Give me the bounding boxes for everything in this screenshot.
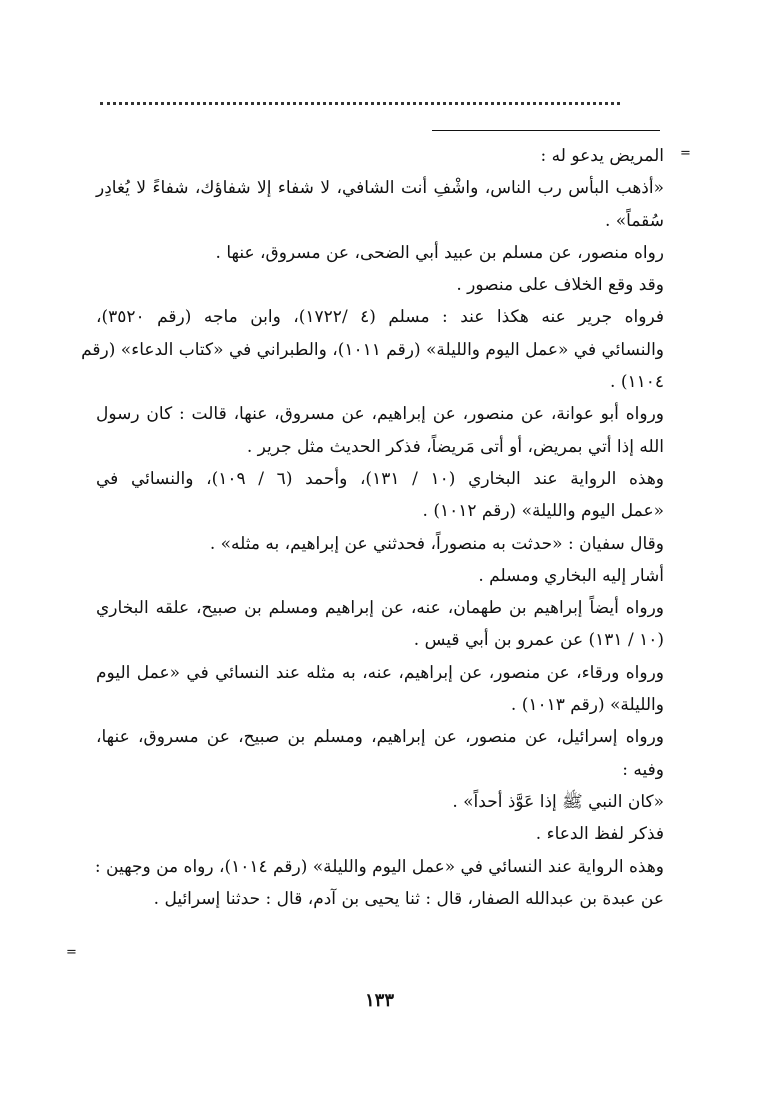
text-line: ورواه ورقاء، عن منصور، عن إبراهيم، عنه، به مثله عند النسائي في «عمل اليوم <box>96 662 664 683</box>
text-line: ١١٠٤) . <box>610 372 664 393</box>
text-line: الله إذا أتي بمريض، أو أتى مَريضاً، فذكر الحديث مثل جرير . <box>246 436 664 457</box>
text-line: «عمل اليوم والليلة» (رقم ١٠١٢) . <box>422 501 664 522</box>
text-line: سُقماً» . <box>604 210 664 231</box>
text-line: رواه منصور، عن مسلم بن عبيد أبي الضحى، عن مسروق، عنها . <box>215 242 664 263</box>
text-line: وفيه : <box>622 759 664 780</box>
dotted-separator <box>100 102 620 105</box>
text-line: وقال سفيان : «حدثت به منصوراً، فحدثني عن إبراهيم، به مثله» . <box>209 533 664 554</box>
text-line: وهذه الرواية عند النسائي في «عمل اليوم والليلة» (رقم ١٠١٤)، رواه من وجهين : <box>94 856 664 877</box>
margin-mark-bottom: = <box>66 945 77 960</box>
body-text <box>81 140 664 915</box>
text-line: (١٠ / ١٣١) عن عمرو بن أبي قيس . <box>413 630 664 651</box>
text-line: أشار إليه البخاري ومسلم . <box>478 565 664 586</box>
text-line: والنسائي في «عمل اليوم والليلة» (رقم ١٠١١)، والطبراني في «كتاب الدعاء» (رقم <box>81 339 664 360</box>
text-line: فذكر لفظ الدعاء . <box>535 824 664 845</box>
margin-mark-top: = <box>680 146 691 161</box>
text-line: وهذه الرواية عند البخاري (١٠ / ١٣١)، وأحمد (٦ / ١٠٩)، والنسائي في <box>96 468 664 489</box>
text-line: «كان النبي ﷺ إذا عَوَّذ أحداً» . <box>452 791 664 812</box>
text-line: «أذهب البأس رب الناس، واشْفِ أنت الشافي، لا شفاء إلا شفاؤك، شفاءً لا يُغادِر <box>96 178 664 199</box>
text-line: فرواه جرير عنه هكذا عند : مسلم (٤ /١٧٢٢)، وابن ماجه (رقم ٣٥٢٠)، <box>96 307 664 328</box>
text-line: ورواه إسرائيل، عن منصور، عن إبراهيم، ومسلم بن صبيح، عن مسروق، عنها، <box>96 727 664 748</box>
page-number: ١٣٣ <box>364 990 394 1011</box>
text-line: عن عبدة بن عبدالله الصفار، قال : ثنا يحيى بن آدم، قال : حدثنا إسرائيل . <box>153 888 664 909</box>
text-line: والليلة» (رقم ١٠١٣) . <box>510 695 664 716</box>
header-rule <box>432 130 660 131</box>
text-line: ورواه أيضاً إبراهيم بن طهمان، عنه، عن إبراهيم ومسلم بن صبيح، علقه البخاري <box>96 598 664 619</box>
text-line: وقد وقع الخلاف على منصور . <box>456 275 664 296</box>
text-line: المريض يدعو له : <box>540 146 664 166</box>
text-line: ورواه أبو عوانة، عن منصور، عن إبراهيم، عن مسروق، عنها، قالت : كان رسول <box>96 404 664 425</box>
